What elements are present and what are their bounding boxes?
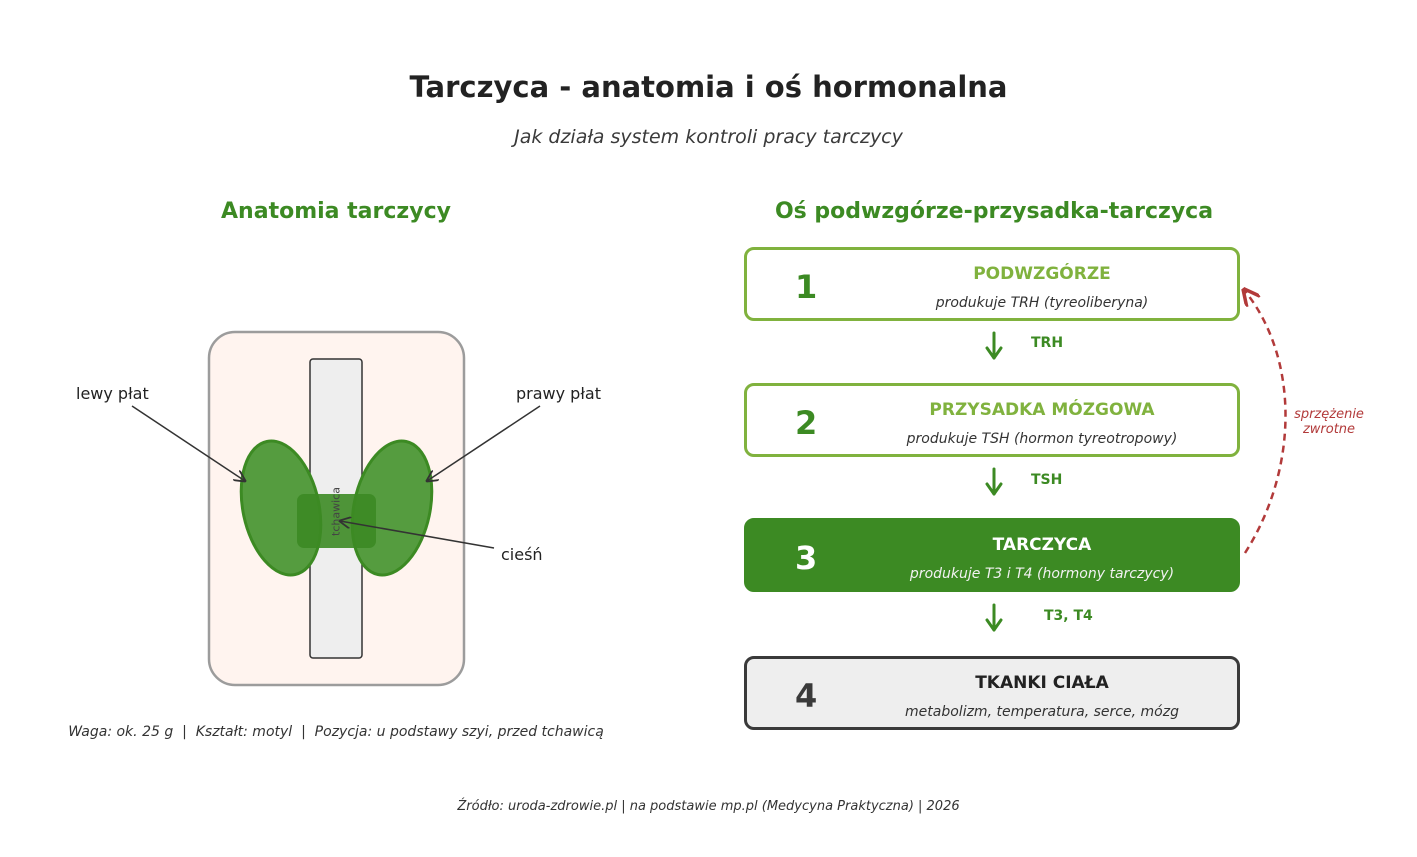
step-body-tissues	[744, 656, 1240, 730]
step-description: produkuje TSH (hormon tyreotropowy)	[906, 431, 1178, 447]
anatomy-heading: Anatomia tarczycy	[221, 199, 451, 224]
step-description: metabolizm, temperatura, serce, mózg	[905, 704, 1179, 720]
step-name: TKANKI CIAŁA	[975, 673, 1109, 693]
step-name: PODWZGÓRZE	[973, 264, 1111, 284]
left-lobe-label: lewy płat	[76, 384, 149, 403]
right-lobe-label: prawy płat	[516, 384, 601, 403]
step-hypothalamus	[744, 247, 1240, 321]
trachea-label: tchawica	[329, 487, 343, 536]
step-number: 3	[795, 539, 818, 577]
step-description: produkuje TRH (tyreoliberyna)	[935, 295, 1149, 311]
hormone-label-t3-t4: T3, T4	[1044, 608, 1093, 624]
page-title: Tarczyca - anatomia i oś hormonalna	[409, 70, 1008, 104]
step-description: produkuje T3 i T4 (hormony tarczycy)	[909, 566, 1175, 582]
isthmus-label: cieśń	[501, 545, 543, 564]
step-number: 1	[795, 268, 818, 306]
flow-arrow-trh	[987, 333, 1001, 358]
step-thyroid	[744, 518, 1240, 592]
step-name: TARCZYCA	[992, 535, 1092, 555]
page-subtitle: Jak działa system kontroli pracy tarczycy	[514, 126, 903, 148]
hormone-label-trh: TRH	[1031, 335, 1064, 351]
step-number: 2	[795, 404, 818, 442]
step-number: 4	[795, 677, 818, 715]
hormone-label-tsh: TSH	[1031, 472, 1063, 488]
step-pituitary	[744, 383, 1240, 457]
feedback-arrow	[1245, 291, 1286, 553]
axis-heading: Oś podwzgórze-przysadka-tarczyca	[774, 199, 1214, 224]
flow-arrow-t3-t4	[987, 605, 1001, 630]
step-name: PRZYSADKA MÓZGOWA	[929, 400, 1155, 420]
flow-arrow-tsh	[987, 469, 1001, 494]
feedback-label: sprzężenie zwrotne	[1294, 407, 1364, 437]
anatomy-facts: Waga: ok. 25 g | Kształt: motyl | Pozycja: u podstawy szyi, przed tchawicą	[68, 724, 604, 740]
source-note: Źródło: uroda-zdrowie.pl | na podstawie mp.pl (Medycyna Praktyczna) | 2026	[457, 799, 960, 814]
